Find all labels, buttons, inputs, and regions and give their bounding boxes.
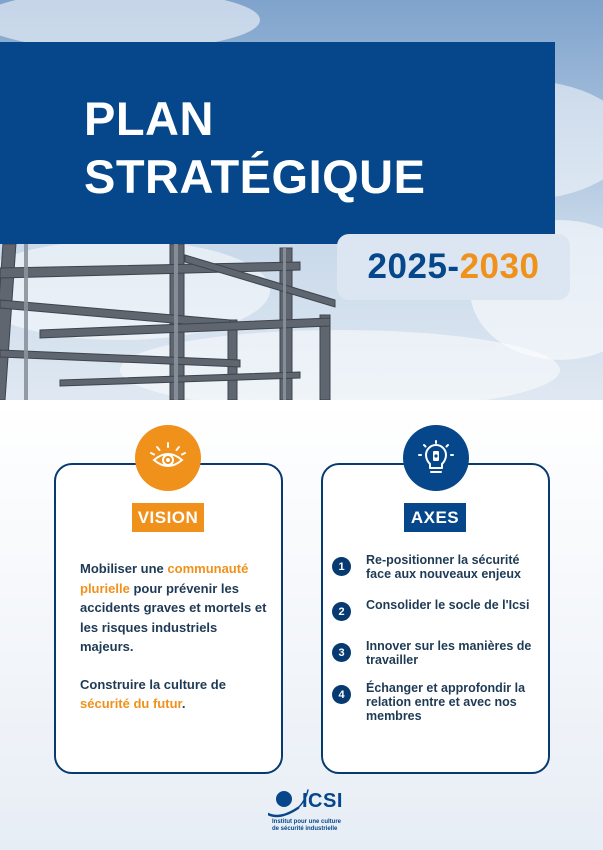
eye-icon	[148, 438, 188, 478]
title-block	[0, 42, 555, 244]
axes-icon-badge	[403, 425, 469, 491]
vision-label: VISION	[132, 503, 204, 532]
title-line-1: PLAN	[84, 92, 214, 145]
axis-text: Innover sur les manières de travailler	[366, 639, 532, 667]
vision-paragraph-1	[80, 559, 270, 657]
hero-banner	[0, 0, 603, 400]
axis-number-badge: 1	[332, 557, 351, 576]
axis-text: Re-positionner la sécurité face aux nouveaux enjeux	[366, 553, 521, 581]
vision-text	[80, 559, 270, 714]
vision-p1-accent: communauté plurielle	[80, 561, 249, 596]
vision-p2-seg: Construire la culture de	[80, 676, 226, 692]
vision-p1-seg: risques industriels	[101, 619, 218, 635]
title-line-2: STRATÉGIQUE	[84, 150, 426, 203]
axis-item-4	[332, 681, 542, 723]
vision-p2-seg: .	[181, 696, 186, 711]
axis-number-badge: 2	[332, 602, 351, 621]
logo-tagline-line-1: Institut pour une culture	[272, 819, 341, 825]
axes-label: AXES	[404, 503, 466, 532]
axis-text: Échanger et approfondir la relation entre et avec nos membres	[366, 681, 526, 723]
year-start: 2025	[367, 247, 448, 286]
axis-item-1	[332, 553, 542, 581]
year-end: 2030	[459, 247, 540, 286]
axis-item-2	[332, 598, 542, 621]
year-dash: -	[447, 247, 460, 286]
lightbulb-icon	[416, 438, 456, 478]
vision-icon-badge	[135, 425, 201, 491]
year-range-pill	[337, 234, 570, 300]
vision-p1-seg: Mobiliser une	[80, 561, 168, 576]
axis-text: Consolider le socle de l'Icsi	[366, 598, 530, 612]
vision-paragraph-2	[80, 675, 270, 714]
axis-number-badge: 3	[332, 643, 351, 662]
vision-p1-seg: pour prévenir les accidents graves et mortels et les	[80, 580, 267, 635]
axis-item-3	[332, 639, 542, 667]
logo-tagline	[272, 819, 372, 833]
axis-number-badge: 4	[332, 685, 351, 704]
logo-wordmark: ICSI	[302, 790, 343, 812]
logo-tagline-line-2: de sécurité industrielle	[272, 826, 338, 832]
vision-p2-accent: sécurité du futur	[80, 696, 182, 711]
vision-p1-seg: majeurs.	[80, 639, 134, 654]
